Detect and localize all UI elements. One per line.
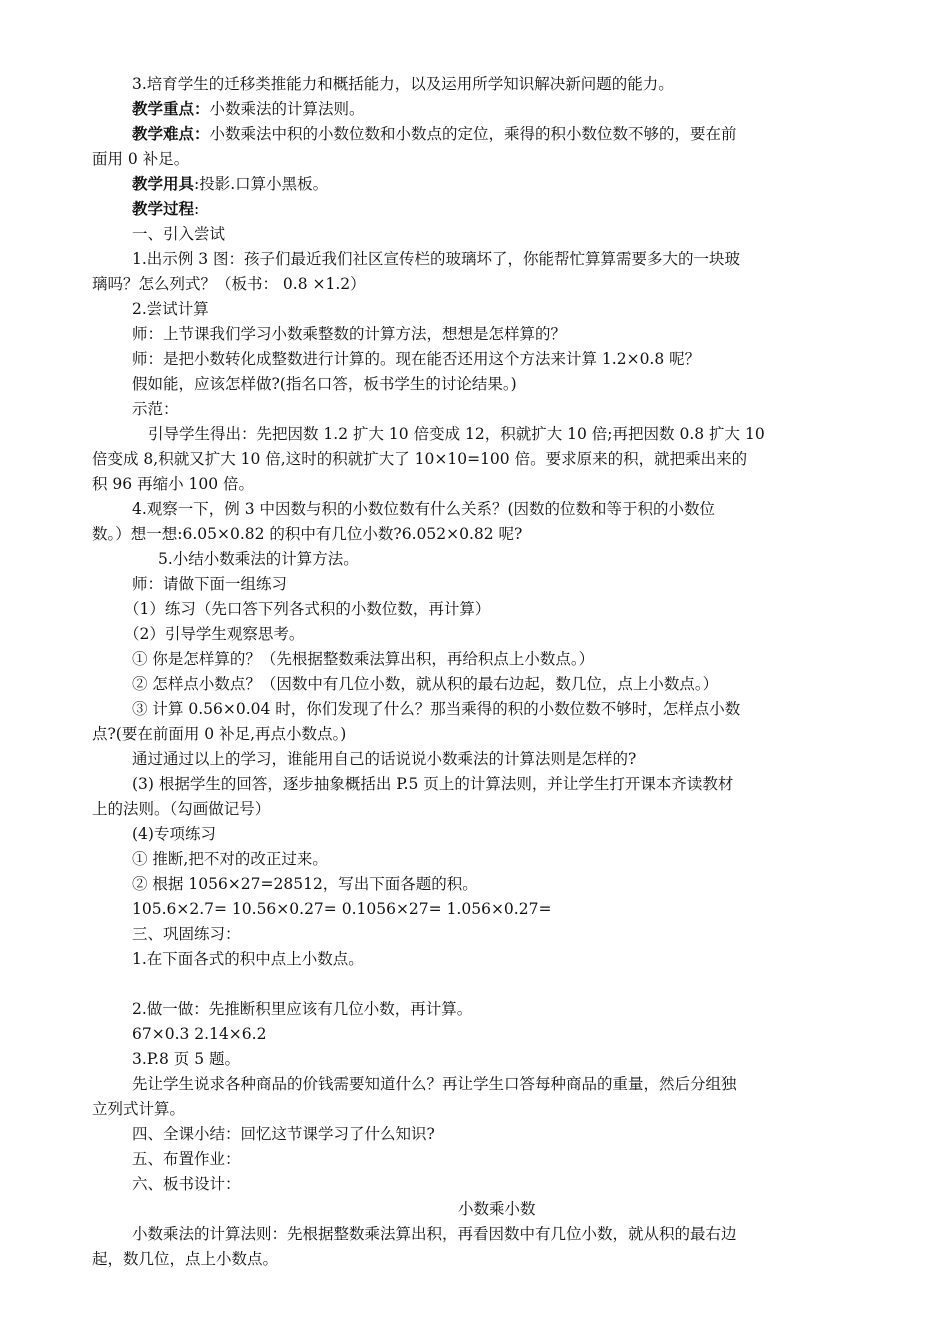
teaching-process-colon: :: [194, 200, 200, 218]
paragraph-line: 4.观察一下，例 3 中因数与积的小数位数有什么关系？(因数的位数和等于积的小数位: [132, 500, 716, 518]
paragraph-line: (3) 根据学生的回答，逐步抽象概括出 P.5 页上的计算法则，并让学生打开课本齐读教材: [132, 775, 734, 793]
paragraph-line: 1.出示例 3 图：孩子们最近我们社区宣传栏的玻璃坏了，你能帮忙算算需要多大的一块玻: [132, 250, 741, 268]
paragraph-line: 先让学生说求各种商品的价钱需要知道什么？再让学生口答每种商品的重量，然后分组独: [132, 1075, 737, 1093]
paragraph-line: （2）引导学生观察思考。: [124, 625, 305, 643]
teaching-tools: [132, 172, 328, 197]
teaching-focus: [132, 97, 365, 122]
objective-3: 3.培育学生的迁移类推能力和概括能力，以及运用所学知识解决新问题的能力。: [132, 75, 674, 93]
paragraph-line: 起，数几位，点上小数点。: [92, 1250, 279, 1268]
teaching-difficulty-cont: 面用 0 补足。: [92, 150, 190, 168]
paragraph-line: (4)专项练习: [132, 825, 216, 843]
practice-expressions: 67×0.3 2.14×6.2: [132, 1025, 267, 1043]
paragraph-line: 点?(要在前面用 0 补足,再点小数点。): [92, 725, 347, 743]
paragraph-line: 数。）想一想:6.05×0.82 的积中有几位小数?6.052×0.82 呢?: [92, 525, 523, 543]
teaching-difficulty: [132, 122, 737, 147]
section-4-heading: 四、全课小结：回忆这节课学习了什么知识?: [132, 1125, 435, 1143]
product-exercises: 105.6×2.7= 10.56×0.27= 0.1056×27= 1.056×0.27=: [132, 900, 552, 918]
teaching-focus-text: 小数乘法的计算法则。: [209, 100, 365, 118]
teaching-tools-label: 教学用具: [132, 175, 195, 193]
section-6-heading: 六、板书设计：: [132, 1175, 241, 1193]
paragraph-line: 倍变成 8,积就又扩大 10 倍,这时的积就扩大了 10×10=100 倍。要求原来的积，就把乘出来的: [92, 450, 748, 468]
paragraph-line: 示范：: [132, 400, 179, 418]
teaching-process: [132, 197, 199, 222]
teaching-focus-label: 教学重点：: [132, 100, 210, 118]
paragraph-line: ② 根据 1056×27=28512，写出下面各题的积。: [132, 875, 478, 893]
paragraph-line: （1）练习（先口答下列各式积的小数位数，再计算）: [124, 600, 491, 618]
paragraph-line: 3.P.8 页 5 题。: [132, 1050, 241, 1068]
paragraph-line: 上的法则。（勾画做记号）: [92, 800, 271, 818]
teaching-difficulty-text: 小数乘法中积的小数位数和小数点的定位，乘得的积小数位数不够的，要在前: [209, 125, 737, 143]
paragraph-line: ① 推断,把不对的改正过来。: [132, 850, 328, 868]
paragraph-line: 师：上节课我们学习小数乘整数的计算方法，想想是怎样算的？: [132, 325, 567, 343]
paragraph-line: ② 怎样点小数点？（因数中有几位小数，就从积的最右边起，数几位，点上小数点。）: [132, 675, 719, 693]
paragraph-line: ① 你是怎样算的？（先根据整数乘法算出积，再给积点上小数点。）: [132, 650, 595, 668]
paragraph-line: 师：是把小数转化成整数进行计算的。现在能否还用这个方法来计算 1.2×0.8 呢？: [132, 350, 701, 368]
paragraph-line: 2.做一做：先推断积里应该有几位小数，再计算。: [132, 1000, 473, 1018]
paragraph-line: 积 96 再缩小 100 倍。: [92, 475, 255, 493]
paragraph-line: 小数乘法的计算法则：先根据整数乘法算出积，再看因数中有几位小数，就从积的最右边: [132, 1225, 737, 1243]
section-5-heading: 五、布置作业：: [132, 1150, 241, 1168]
teaching-tools-text: :投影.口算小黑板。: [194, 175, 329, 193]
paragraph-line: 璃吗？怎么列式？（板书： 0.8 ×1.2）: [92, 275, 366, 293]
section-1-heading: 一、引入尝试: [132, 225, 226, 243]
paragraph-line: 师：请做下面一组练习: [132, 575, 288, 593]
paragraph-line: ③ 计算 0.56×0.04 时，你们发现了什么？那当乘得的积的小数位数不够时，怎样点小数: [132, 700, 741, 718]
paragraph-line: 假如能，应该怎样做?(指名口答，板书学生的讨论结果。): [132, 375, 517, 393]
teaching-difficulty-label: 教学难点：: [132, 125, 210, 143]
section-3-heading: 三、巩固练习：: [132, 925, 241, 943]
paragraph-line: 通过通过以上的学习，谁能用自己的话说说小数乘法的计算法则是怎样的?: [132, 750, 637, 768]
paragraph-line: 引导学生得出：先把因数 1.2 扩大 10 倍变成 12，积就扩大 10 倍;再把因数 0.8 扩大 10: [148, 425, 765, 443]
paragraph-line: 1.在下面各式的积中点上小数点。: [132, 950, 364, 968]
paragraph-line: 5.小结小数乘法的计算方法。: [158, 550, 359, 568]
paragraph-line: 2.尝试计算: [132, 300, 209, 318]
teaching-process-label: 教学过程: [132, 200, 195, 218]
board-title: 小数乘小数: [458, 1200, 536, 1218]
paragraph-line: 立列式计算。: [92, 1100, 186, 1118]
